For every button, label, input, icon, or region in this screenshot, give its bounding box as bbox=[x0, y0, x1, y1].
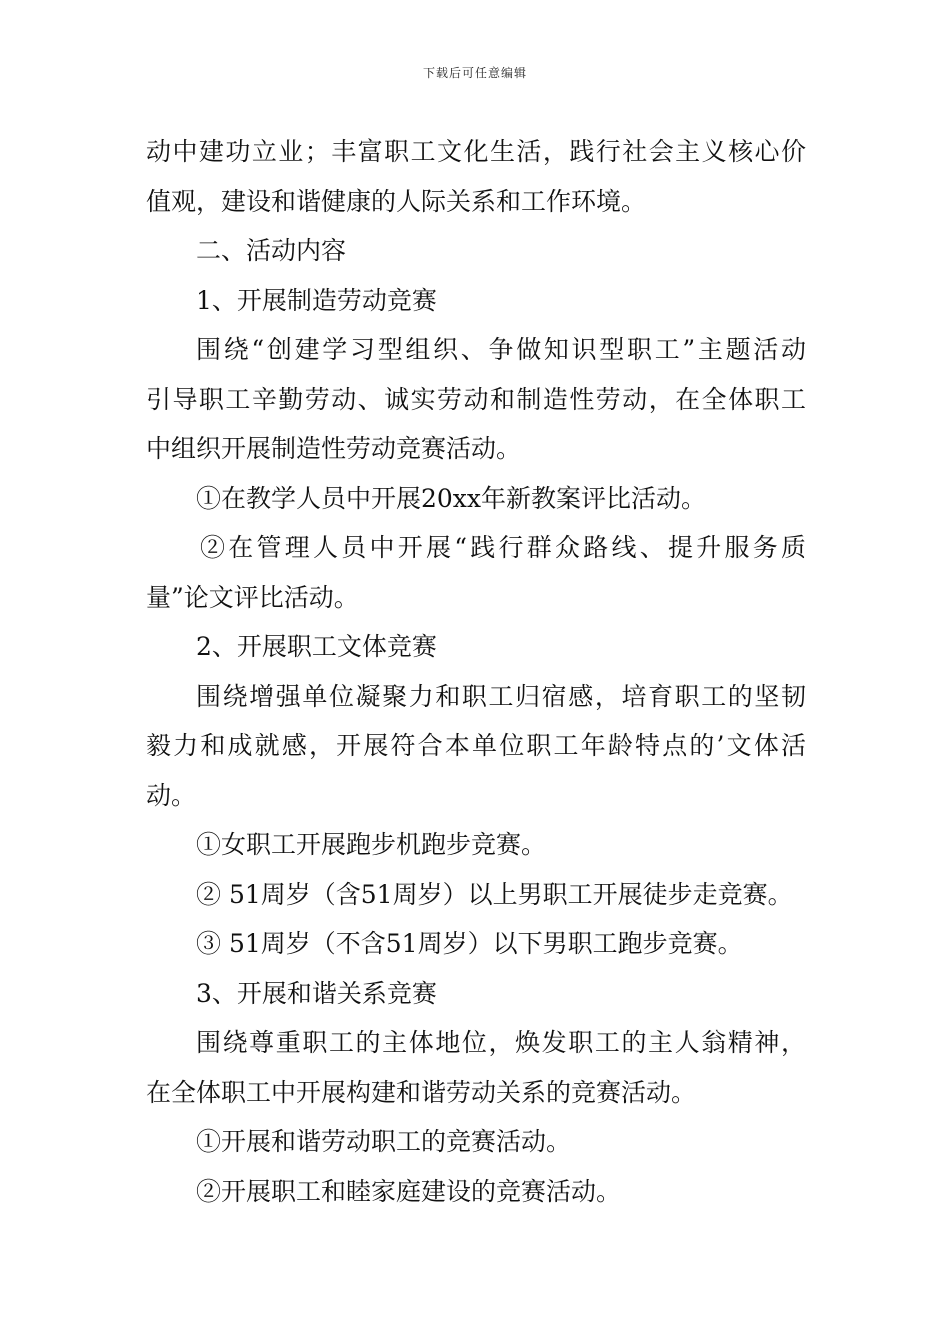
list-item: ②开展职工和睦家庭建设的竞赛活动。 bbox=[196, 1176, 622, 1206]
paragraph-line: 动。 bbox=[146, 780, 197, 810]
page-header-note: 下载后可任意编辑 bbox=[422, 66, 527, 80]
subsection-heading: 2、开展职工文体竞赛 bbox=[196, 632, 437, 661]
list-item: ①女职工开展跑步机跑步竞赛。 bbox=[196, 830, 547, 859]
document-body bbox=[146, 127, 806, 1216]
list-item: ②在管理人员中开展“践行群众路线、提升服务质 bbox=[200, 533, 806, 562]
list-item: ② 51周岁（含51周岁）以上男职工开展徒步走竞赛。 bbox=[196, 879, 793, 909]
paragraph-line: 引导职工辛勤劳动、诚实劳动和制造性劳动，在全体职工 bbox=[146, 384, 806, 414]
list-item: ①在教学人员中开展20xx年新教案评比活动。 bbox=[196, 483, 707, 513]
paragraph-line: 动中建功立业；丰富职工文化生活，践行社会主义核心价 bbox=[146, 137, 806, 166]
paragraph-line: 值观，建设和谐健康的人际关系和工作环境。 bbox=[146, 186, 647, 216]
subsection-heading: 3、开展和谐关系竞赛 bbox=[196, 978, 437, 1008]
list-item: ③ 51周岁（不含51周岁）以下男职工跑步竞赛。 bbox=[196, 929, 743, 958]
paragraph-line: 中组织开展制造性劳动竞赛活动。 bbox=[146, 434, 522, 463]
subsection-heading: 1、开展制造劳动竞赛 bbox=[196, 285, 437, 315]
paragraph-line: 在全体职工中开展构建和谐劳动关系的竞赛活动。 bbox=[146, 1077, 697, 1107]
paragraph-line: 围绕尊重职工的主体地位，焕发职工的主人翁精神， bbox=[196, 1028, 806, 1057]
list-item: ①开展和谐劳动职工的竞赛活动。 bbox=[196, 1127, 572, 1156]
paragraph-line: 围绕增强单位凝聚力和职工归宿感，培育职工的坚韧 bbox=[196, 681, 806, 711]
paragraph-line: 毅力和成就感，开展符合本单位职工年龄特点的’文体活 bbox=[146, 731, 806, 760]
paragraph-line: 量”论文评比活动。 bbox=[146, 582, 359, 612]
section-heading: 二、活动内容 bbox=[196, 236, 347, 265]
paragraph-line: 围绕“创建学习型组织、争做知识型职工”主题活动 bbox=[196, 335, 806, 364]
